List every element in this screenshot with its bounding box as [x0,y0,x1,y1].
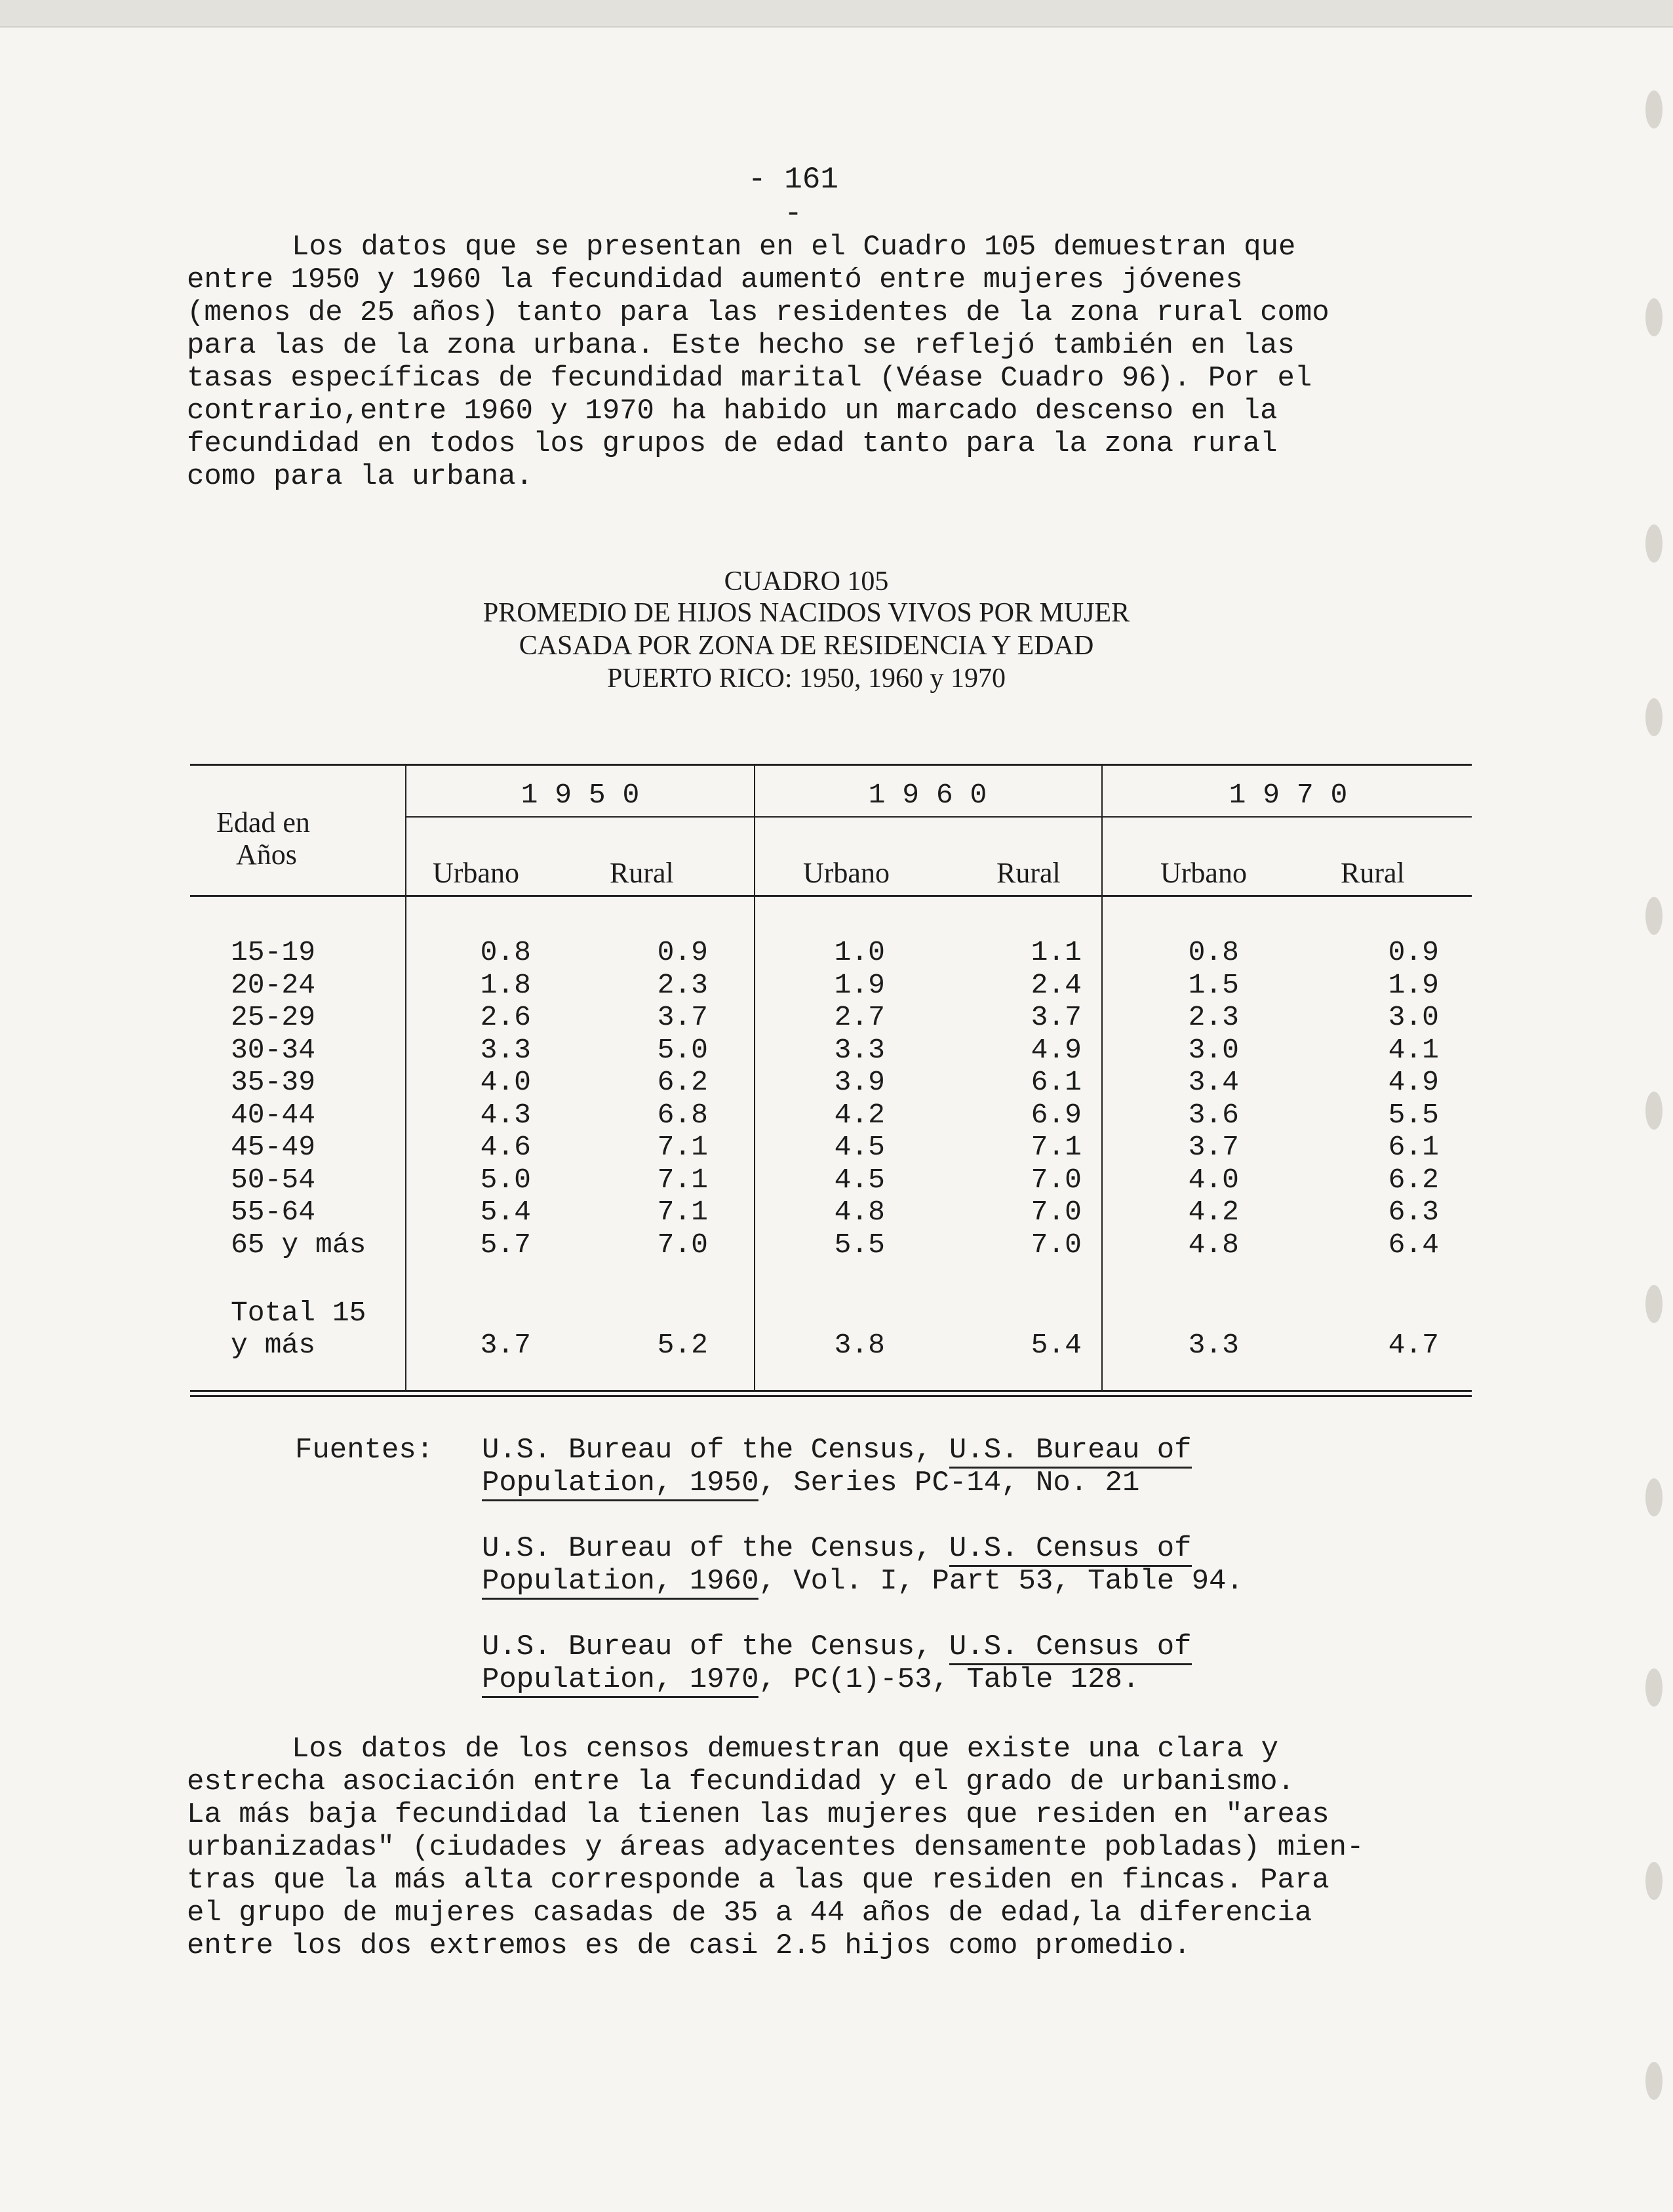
table-cell: 7.0 [1031,1196,1082,1228]
paragraph-line: La más baja fecundidad la tienen las mujeres que residen en "areas [187,1798,1329,1831]
intro-paragraph [187,231,1329,493]
table-cell: 6.4 [1388,1228,1439,1261]
age-group-label: 30-34 [231,1033,316,1066]
table-cell: 3.7 [657,1001,708,1033]
table-cell: 4.5 [834,1163,885,1196]
table-cell: 2.3 [1188,1001,1239,1033]
table-cell: 3.3 [480,1033,531,1066]
table-cell: 3.6 [1188,1098,1239,1131]
binder-hole [1645,90,1663,128]
table-cell: 0.8 [480,936,531,968]
binder-hole [1645,2062,1663,2100]
source-entry [482,1532,1244,1598]
paragraph-line: contrario,entre 1960 y 1970 ha habido un marcado descenso en la [187,395,1278,427]
table-cell: 0.8 [1188,936,1239,968]
table-cell: 2.6 [480,1001,531,1033]
column-rule [754,766,755,1390]
paragraph-line: fecundidad en todos los grupos de edad tanto para la zona rural [187,427,1278,460]
binder-hole [1645,897,1663,935]
binder-hole [1645,1478,1663,1516]
source-publisher: U.S. Bureau of the Census, [482,1532,949,1565]
table-cell: 5.0 [657,1033,708,1066]
table-cell: 4.2 [1188,1196,1239,1228]
age-group-label: 55-64 [231,1196,316,1228]
binder-hole [1645,524,1663,563]
source-title: Population, 1950 [482,1467,758,1501]
scan-top-edge [0,0,1673,28]
subheader-urbano: Urbano [433,857,519,889]
table-cell: 7.0 [1031,1228,1082,1261]
table-cell: 3.3 [834,1033,885,1066]
header-bottom-rule [190,895,1472,897]
table-cell: 6.1 [1388,1131,1439,1163]
table-cell: 6.8 [657,1098,708,1131]
table-cell: 3.9 [834,1066,885,1098]
table-cell: 4.8 [1188,1228,1239,1261]
paragraph-line: entre 1950 y 1960 la fecundidad aumentó entre mujeres jóvenes [187,264,1243,296]
binder-hole [1645,1285,1663,1323]
table-cell: 7.0 [1031,1163,1082,1196]
table-cell: 0.9 [1388,936,1439,968]
stub-header-line: Años [236,839,297,871]
table-cell: 5.5 [1388,1098,1439,1131]
total-value: 5.4 [1031,1329,1082,1361]
paragraph-line: Los datos que se presentan en el Cuadro 105 demuestran que [292,231,1296,264]
total-label-line: Total 15 [231,1297,366,1329]
source-detail: , Series PC-14, No. 21 [758,1467,1140,1499]
table-cell: 6.1 [1031,1066,1082,1098]
year-header-1960: 1 9 6 0 [868,779,987,811]
table-cell: 4.8 [834,1196,885,1228]
source-title: U.S. Census of [949,1532,1192,1567]
binder-hole [1645,1669,1663,1707]
table-cell: 3.0 [1188,1033,1239,1066]
source-title: U.S. Census of [949,1630,1192,1665]
age-group-label: 15-19 [231,936,316,968]
total-label-line: y más [231,1329,316,1361]
table-cell: 4.2 [834,1098,885,1131]
paragraph-line: urbanizadas" (ciudades y áreas adyacentes densamente pobladas) mien- [187,1831,1364,1864]
source-detail: , Vol. I, Part 53, Table 94. [758,1565,1244,1598]
age-group-label: 20-24 [231,968,316,1001]
source-title: Population, 1970 [482,1663,758,1698]
table-cell: 6.3 [1388,1196,1439,1228]
sources-label: Fuentes: [295,1434,434,1467]
binder-hole [1645,298,1663,336]
table-cell: 4.3 [480,1098,531,1131]
stub-header-line: Edad en [216,806,310,839]
paragraph-line: el grupo de mujeres casadas de 35 a 44 años de edad,la diferencia [187,1897,1312,1929]
source-entry [482,1630,1192,1696]
table-cell: 1.9 [834,968,885,1001]
paragraph-line: tasas específicas de fecundidad marital (Véase Cuadro 96). Por el [187,362,1312,395]
closing-paragraph [187,1733,1364,1962]
source-detail: , PC(1)-53, Table 128. [758,1663,1140,1696]
subheader-rural: Rural [996,857,1061,889]
table-cell: 5.0 [480,1163,531,1196]
paragraph-line: (menos de 25 años) tanto para las residentes de la zona rural como [187,296,1329,329]
binder-hole [1645,1862,1663,1900]
table-cell: 7.1 [657,1131,708,1163]
table-cell: 5.4 [480,1196,531,1228]
age-group-label: 50-54 [231,1163,316,1196]
table-cell: 7.1 [657,1196,708,1228]
table-cell: 1.8 [480,968,531,1001]
table-cell: 2.7 [834,1001,885,1033]
subheader-urbano: Urbano [803,857,890,889]
table-cell: 4.0 [480,1066,531,1098]
table-title-line: CASADA POR ZONA DE RESIDENCIA Y EDAD [519,631,1094,661]
table-cell: 3.7 [1188,1131,1239,1163]
total-value: 3.3 [1188,1329,1239,1361]
year-header-1950: 1 9 5 0 [521,779,640,811]
table-label: CUADRO 105 [724,566,889,597]
page-number: - 161 - [747,163,839,231]
subheader-rural: Rural [610,857,674,889]
table-cell: 4.1 [1388,1033,1439,1066]
source-publisher: U.S. Bureau of the Census, [482,1434,949,1467]
table-cell: 6.9 [1031,1098,1082,1131]
column-rule [405,766,406,1390]
total-value: 3.7 [480,1329,531,1361]
total-value: 5.2 [657,1329,708,1361]
table-cell: 7.1 [1031,1131,1082,1163]
age-group-label: 40-44 [231,1098,316,1131]
paragraph-line: tras que la más alta corresponde a las que residen en fincas. Para [187,1864,1329,1897]
source-title: Population, 1960 [482,1565,758,1600]
paragraph-line: entre los dos extremos es de casi 2.5 hijos como promedio. [187,1929,1191,1962]
table-bottom-rule [190,1395,1472,1397]
source-entry [482,1434,1192,1499]
table-cell: 1.1 [1031,936,1082,968]
table-cell: 6.2 [657,1066,708,1098]
column-rule [1101,766,1103,1390]
year-header-1970: 1 9 7 0 [1229,779,1348,811]
table-cell: 5.5 [834,1228,885,1261]
source-publisher: U.S. Bureau of the Census, [482,1630,949,1663]
table-title-line: PROMEDIO DE HIJOS NACIDOS VIVOS POR MUJER [482,598,1130,628]
table-cell: 3.4 [1188,1066,1239,1098]
total-value: 3.8 [834,1329,885,1361]
table-cell: 7.1 [657,1163,708,1196]
binder-hole [1645,698,1663,736]
year-header-rule [406,816,1472,818]
paragraph-line: para las de la zona urbana. Este hecho se reflejó también en las [187,329,1295,362]
table-cell: 3.7 [1031,1001,1082,1033]
table-bottom-rule [190,1390,1472,1392]
binder-hole [1645,1092,1663,1130]
table-cell: 0.9 [657,936,708,968]
paragraph-line: como para la urbana. [187,460,534,493]
source-title: U.S. Bureau of [949,1434,1192,1469]
table-cell: 4.9 [1031,1033,1082,1066]
age-group-label: 35-39 [231,1066,316,1098]
table-cell: 3.0 [1388,1001,1439,1033]
table-cell: 6.2 [1388,1163,1439,1196]
table-cell: 1.5 [1188,968,1239,1001]
table-top-rule [190,764,1472,766]
table-cell: 7.0 [657,1228,708,1261]
table-title-line: PUERTO RICO: 1950, 1960 y 1970 [606,663,1006,694]
total-value: 4.7 [1388,1329,1439,1361]
age-group-label: 65 y más [231,1228,366,1261]
age-group-label: 25-29 [231,1001,316,1033]
table-cell: 5.7 [480,1228,531,1261]
paragraph-line: estrecha asociación entre la fecundidad y el grado de urbanismo. [187,1766,1295,1798]
subheader-rural: Rural [1341,857,1405,889]
table-cell: 4.6 [480,1131,531,1163]
table-cell: 4.9 [1388,1066,1439,1098]
table-cell: 4.0 [1188,1163,1239,1196]
age-group-label: 45-49 [231,1131,316,1163]
table-cell: 1.9 [1388,968,1439,1001]
subheader-urbano: Urbano [1160,857,1247,889]
paragraph-line: Los datos de los censos demuestran que existe una clara y [292,1733,1279,1766]
table-cell: 1.0 [834,936,885,968]
table-cell: 2.3 [657,968,708,1001]
table-title [367,597,1246,695]
table-cell: 2.4 [1031,968,1082,1001]
table-cell: 4.5 [834,1131,885,1163]
